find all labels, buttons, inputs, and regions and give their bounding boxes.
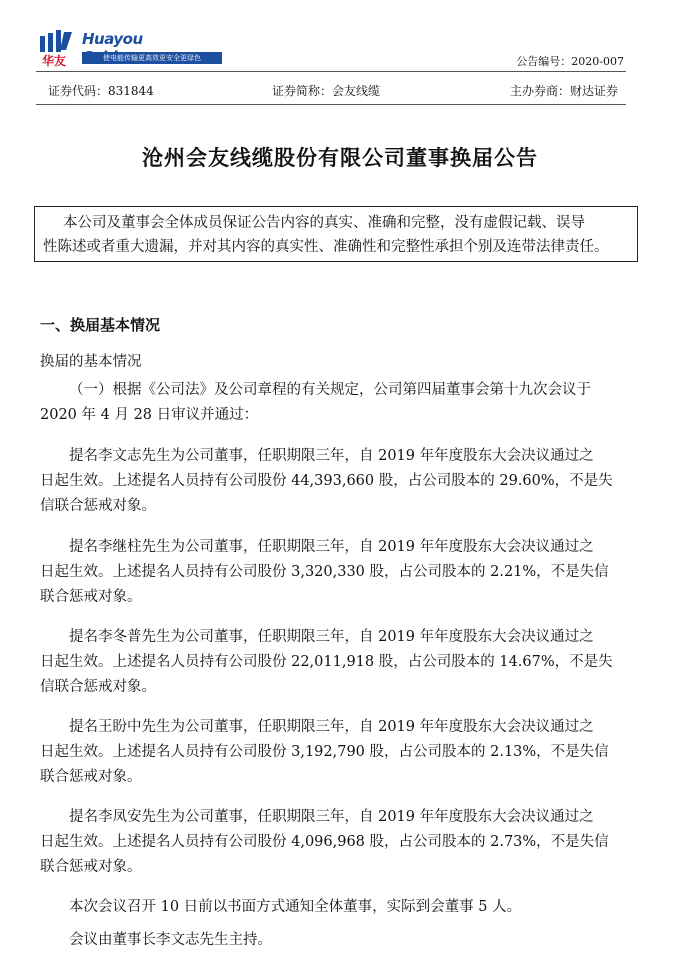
intro-line-1: （一）根据《公司法》及公司章程的有关规定，公司第四届董事会第十九次会议于	[69, 382, 591, 398]
nominee-line-3: 信联合惩戒对象。	[40, 498, 156, 514]
nominee-line-3: 联合惩戒对象。	[40, 589, 142, 605]
logo-slogan: 使电能传输更高效更安全更绿色	[82, 52, 222, 64]
nominee-line-3: 联合惩戒对象。	[40, 859, 142, 875]
nominee-line-1: 提名李凤安先生为公司董事，任职期限三年，自 2019 年年度股东大会决议通过之	[69, 809, 594, 825]
nominee-line-1: 提名王盼中先生为公司董事，任职期限三年，自 2019 年年度股东大会决议通过之	[69, 719, 594, 735]
nominee-paragraph	[40, 625, 640, 700]
security-code: 证券代码：831844	[48, 84, 154, 98]
nominee-line-2: 日起生效。上述提名人员持有公司股份 4,096,968 股，占公司股本的 2.73%，不是失信	[40, 834, 609, 850]
meeting-chair	[40, 928, 640, 953]
nominee-line-2: 日起生效。上述提名人员持有公司股份 44,393,660 股，占公司股本的 29.60%，不是失	[40, 473, 613, 489]
header-divider	[36, 71, 626, 72]
company-logo	[38, 30, 201, 68]
document-title: 沧州会友线缆股份有限公司董事换届公告	[142, 145, 538, 170]
nominee-line-3: 信联合惩戒对象。	[40, 679, 156, 695]
intro-line-2: 2020 年 4 月 28 日审议并通过：	[40, 407, 259, 423]
section-heading: 一、换届基本情况	[40, 316, 161, 334]
nominee-paragraph	[40, 444, 640, 519]
notice-line: 本次会议召开 10 日前以书面方式通知全体董事，实际到会董事 5 人。	[69, 899, 522, 915]
lead-sponsor: 主办券商：财达证券	[509, 84, 618, 98]
disclaimer-box	[34, 206, 638, 262]
nominee-line-2: 日起生效。上述提名人员持有公司股份 3,192,790 股，占公司股本的 2.13%，不是失信	[40, 744, 609, 760]
chair-line: 会议由董事长李文志先生主持。	[69, 932, 272, 948]
announcement-number: 公告编号：2020-007	[516, 55, 624, 68]
section-subheading: 换届的基本情况	[40, 354, 142, 370]
nominee-paragraph	[40, 715, 640, 790]
security-abbreviation: 证券简称：会友线缆	[272, 84, 381, 98]
nominee-line-1: 提名李文志先生为公司董事，任职期限三年，自 2019 年年度股东大会决议通过之	[69, 448, 594, 464]
nominee-line-2: 日起生效。上述提名人员持有公司股份 3,320,330 股，占公司股本的 2.21%，不是失信	[40, 564, 609, 580]
meta-divider	[36, 104, 626, 105]
intro-paragraph	[40, 378, 640, 428]
disclaimer-line-2: 性陈述或者重大遗漏，并对其内容的真实性、准确性和完整性承担个别及连带法律责任。	[43, 239, 609, 255]
nominee-paragraph	[40, 535, 640, 610]
nominee-paragraph	[40, 805, 640, 880]
meeting-notice	[40, 895, 640, 920]
nominee-line-2: 日起生效。上述提名人员持有公司股份 22,011,918 股，占公司股本的 14.67%，不是失	[40, 654, 613, 670]
nominee-line-3: 联合惩戒对象。	[40, 769, 142, 785]
logo-chinese-name: 华友	[42, 54, 67, 68]
nominee-line-1: 提名李冬普先生为公司董事，任职期限三年，自 2019 年年度股东大会决议通过之	[69, 629, 594, 645]
disclaimer-line-1: 本公司及董事会全体成员保证公告内容的真实、准确和完整，没有虚假记载、误导	[63, 215, 585, 231]
logo-english-name: Huayou	[82, 30, 143, 48]
nominee-line-1: 提名李继柱先生为公司董事，任职期限三年，自 2019 年年度股东大会决议通过之	[69, 539, 594, 555]
